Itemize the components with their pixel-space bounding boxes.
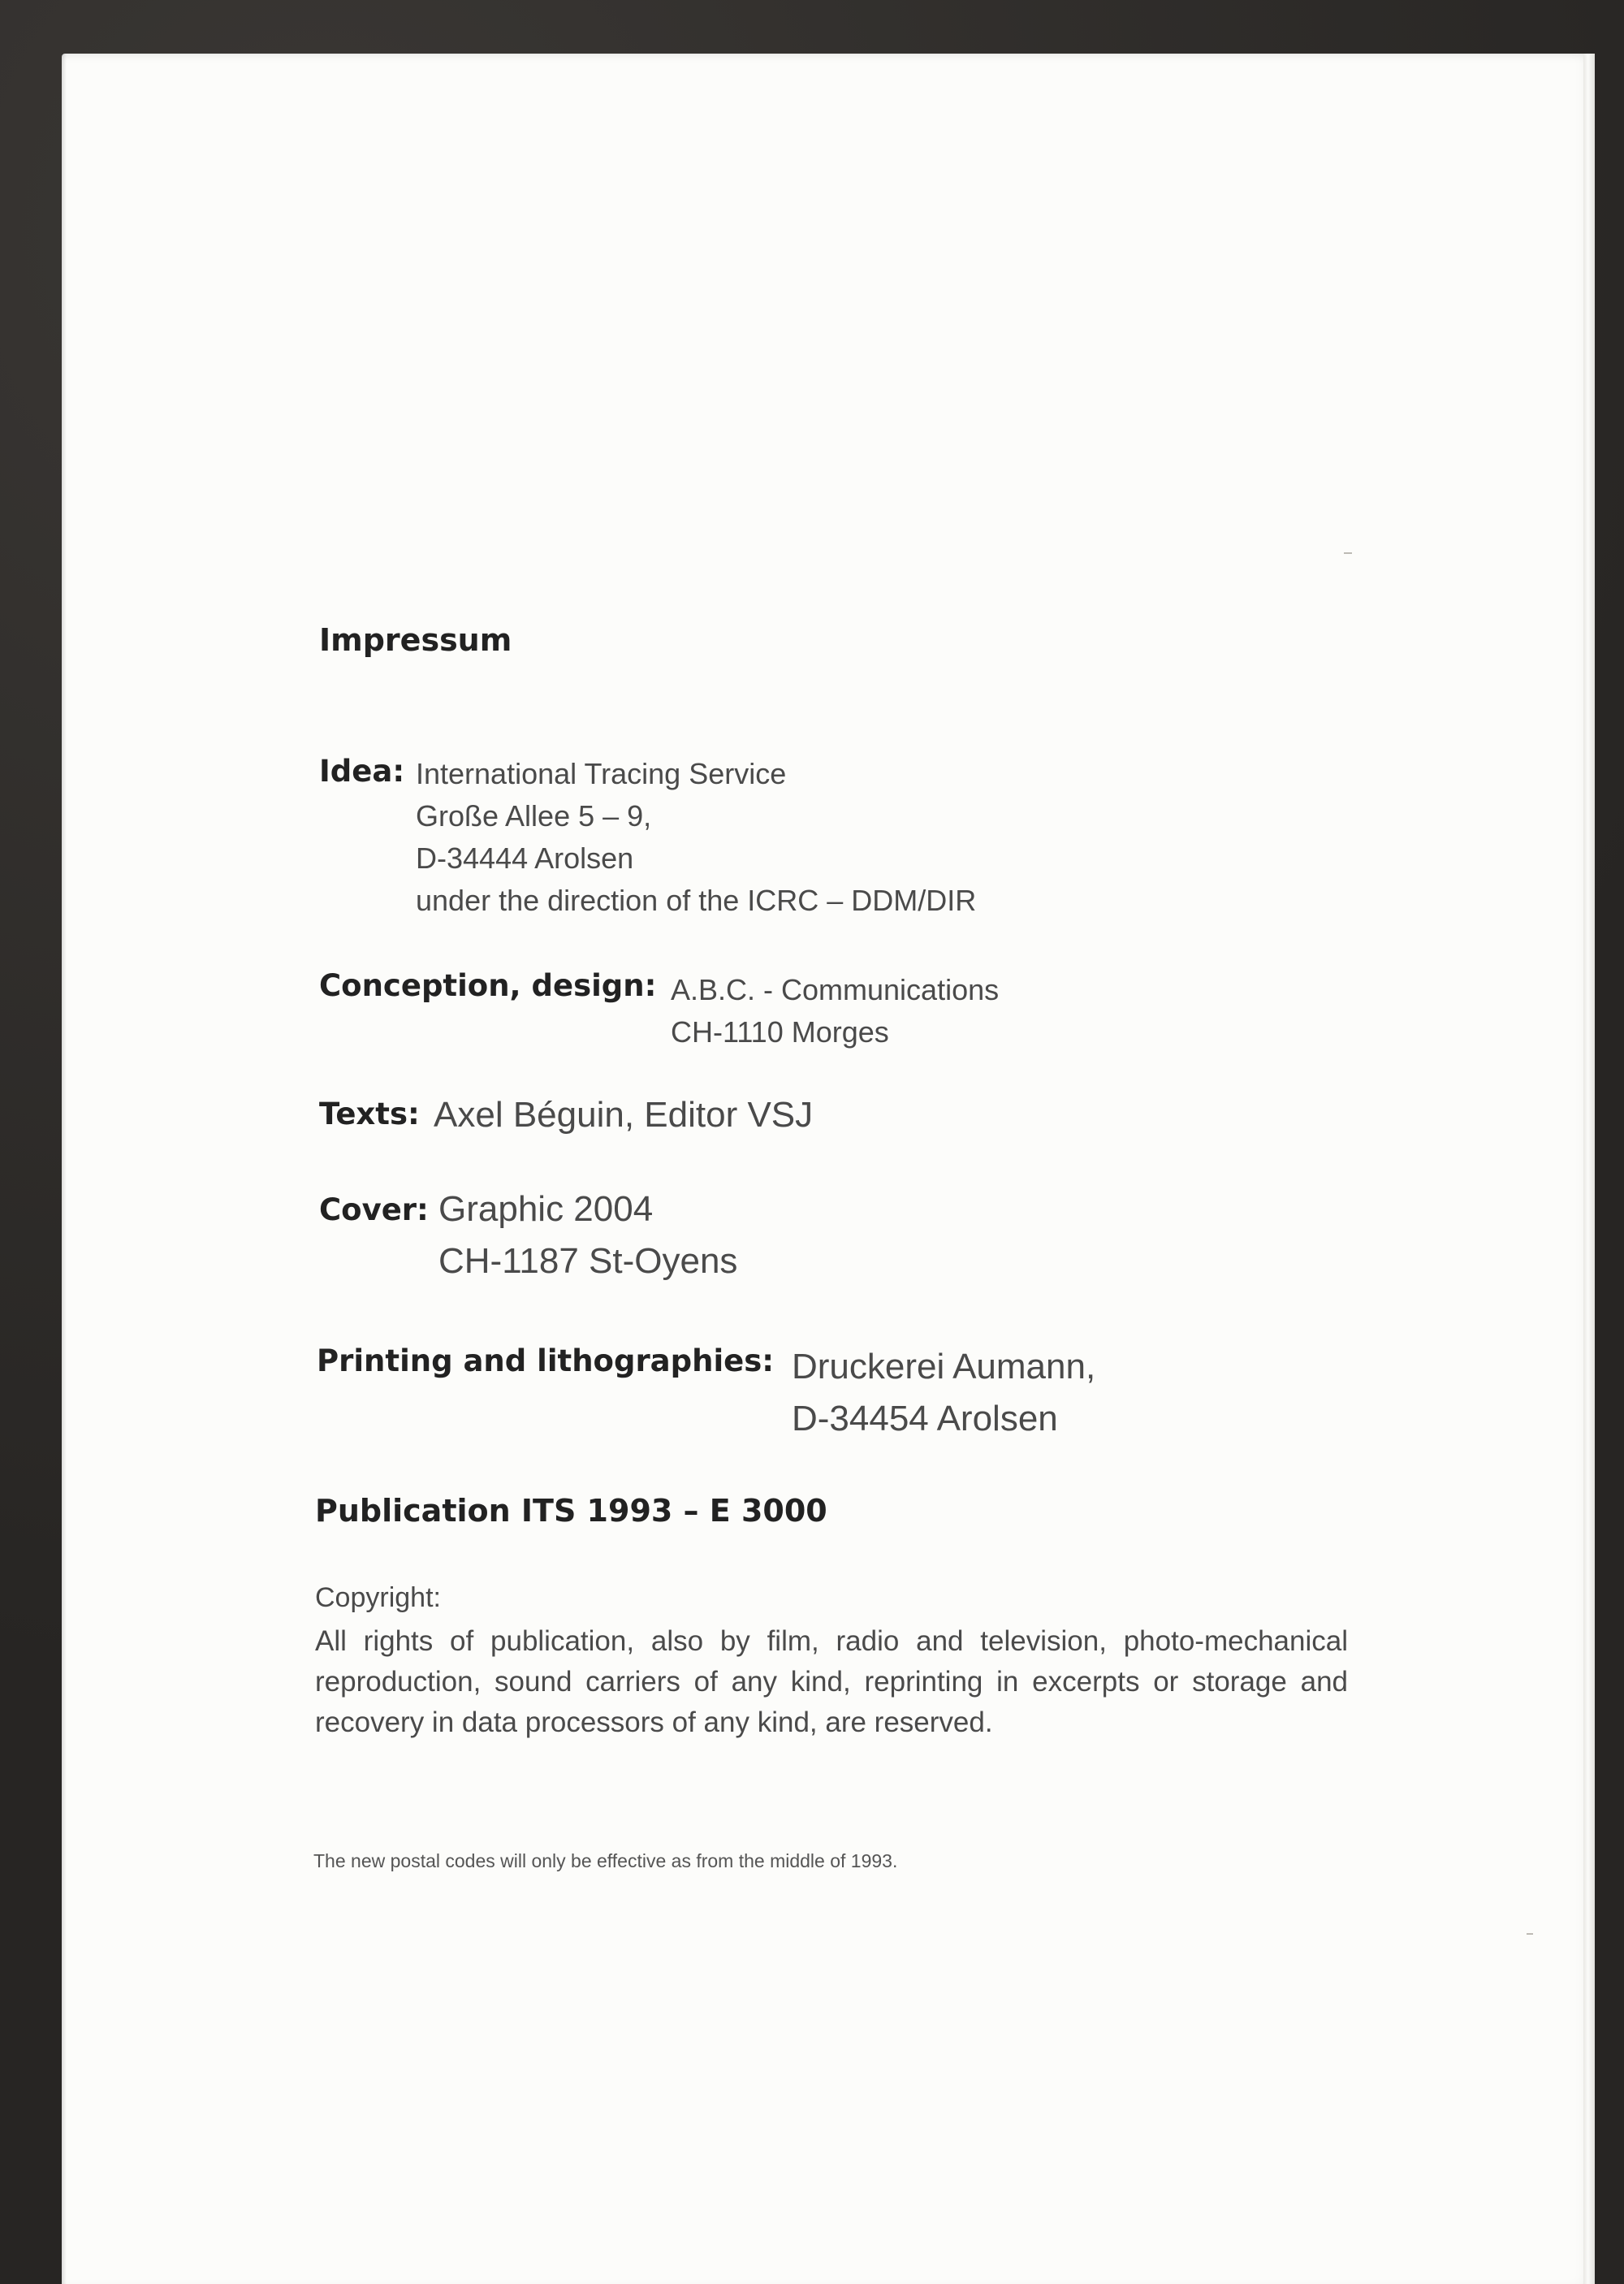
- page-title: Impressum: [319, 622, 512, 658]
- idea-label: Idea:: [319, 754, 405, 789]
- scan-speck: [1527, 1933, 1533, 1935]
- copyright-body: All rights of publication, also by film, radio and television, photo-mechanical reproduction, sound carriers of any kind, reprinting in excerpts or storage and recovery in data processors of any kind, are reserved.: [315, 1625, 1348, 1738]
- cover-line: Graphic 2004: [438, 1189, 654, 1229]
- scan-speck: [1344, 552, 1352, 554]
- postal-code-note: The new postal codes will only be effective as from the middle of 1993.: [313, 1850, 898, 1871]
- printing-label: Printing and lithographies:: [317, 1343, 775, 1378]
- texts-label: Texts:: [319, 1097, 420, 1131]
- cover-label: Cover:: [319, 1192, 429, 1227]
- publication-number: Publication ITS 1993 – E 3000: [315, 1493, 827, 1529]
- cover-line: CH-1187 St-Oyens: [438, 1241, 738, 1281]
- printing-line: D-34454 Arolsen: [792, 1399, 1058, 1438]
- printing-line: Druckerei Aumann,: [792, 1347, 1096, 1386]
- page-edge: [1583, 54, 1595, 2284]
- idea-line: Große Allee 5 – 9,: [416, 799, 652, 833]
- idea-line: under the direction of the ICRC – DDM/DIR: [416, 884, 977, 917]
- conception-line: A.B.C. - Communications: [671, 973, 1000, 1006]
- conception-line: CH-1110 Morges: [671, 1015, 889, 1049]
- texts-value: Axel Béguin, Editor VSJ: [434, 1095, 814, 1135]
- document-page: [62, 54, 1595, 2284]
- conception-label: Conception, design:: [319, 968, 657, 1003]
- page-shadow: [62, 54, 67, 2284]
- idea-line: International Tracing Service: [416, 757, 787, 790]
- copyright-label: Copyright:: [315, 1582, 441, 1613]
- idea-line: D-34444 Arolsen: [416, 841, 634, 875]
